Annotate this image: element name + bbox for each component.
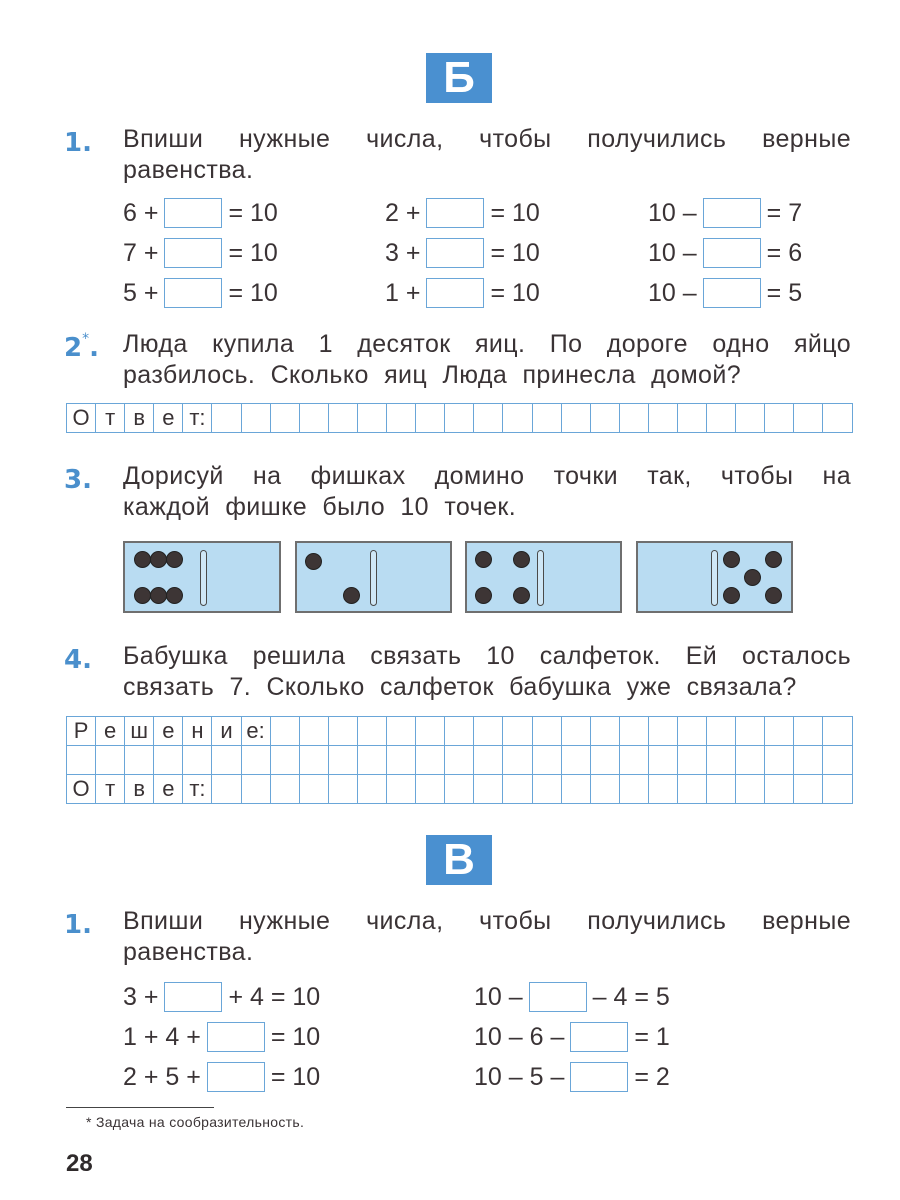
equation-left: 1 +: [385, 279, 421, 307]
task-number-b2: [64, 333, 99, 363]
grid-cell[interactable]: [358, 746, 387, 775]
grid-cell[interactable]: [620, 775, 649, 804]
grid-cell[interactable]: [300, 404, 329, 433]
grid-cell[interactable]: [329, 746, 358, 775]
grid-cell[interactable]: [416, 775, 445, 804]
grid-cell[interactable]: [591, 717, 620, 746]
grid-cell[interactable]: [533, 717, 562, 746]
answer-label-cell: в: [125, 404, 154, 433]
equation-left: 2 + 5 +: [123, 1063, 201, 1091]
domino-dot: [343, 587, 360, 604]
domino-dot: [513, 551, 530, 568]
grid-cell[interactable]: [533, 775, 562, 804]
task-number-b1: 1.: [64, 128, 92, 158]
equation-b1-2: [123, 237, 278, 269]
equation-left: 10 –: [474, 983, 523, 1011]
grid-cell[interactable]: [474, 775, 503, 804]
grid-cell[interactable]: [649, 775, 678, 804]
footnote: * Задача на сообразительность.: [86, 1114, 305, 1130]
task-number-dot: .: [89, 333, 99, 363]
equation-right: = 10: [490, 199, 540, 227]
domino-dot: [134, 551, 151, 568]
answer-box[interactable]: [164, 982, 222, 1012]
domino-dot: [723, 587, 740, 604]
equation-b1-1: [123, 197, 278, 229]
grid-cell[interactable]: [562, 404, 591, 433]
grid-cell[interactable]: [533, 746, 562, 775]
domino-dot: [150, 587, 167, 604]
answer-label-cell: т:: [183, 404, 212, 433]
grid-cell[interactable]: [474, 746, 503, 775]
answer-box[interactable]: [426, 238, 484, 268]
grid-cell[interactable]: [794, 775, 823, 804]
solution-label-cell: е: [96, 717, 125, 746]
grid-cell[interactable]: [445, 746, 474, 775]
grid-cell[interactable]: [474, 717, 503, 746]
grid-cell[interactable]: [67, 746, 96, 775]
task-number-b3: 3.: [64, 465, 92, 495]
equation-right: = 5: [766, 279, 803, 307]
answer-label-cell: О: [67, 404, 96, 433]
grid-cell[interactable]: [300, 775, 329, 804]
grid-cell[interactable]: [387, 746, 416, 775]
grid-cell[interactable]: [736, 717, 765, 746]
task-number-b4: 4.: [64, 645, 92, 675]
equation-right: = 10: [228, 239, 278, 267]
grid-cell[interactable]: [765, 746, 794, 775]
equation-left: 5 +: [123, 279, 159, 307]
equation-left: 3 +: [385, 239, 421, 267]
equation-right: = 6: [766, 239, 803, 267]
grid-cell[interactable]: [300, 746, 329, 775]
domino-dot: [475, 551, 492, 568]
grid-cell[interactable]: [678, 404, 707, 433]
grid-cell[interactable]: [678, 746, 707, 775]
answer-box[interactable]: [570, 1062, 628, 1092]
footnote-divider: [66, 1107, 214, 1108]
answer-label-cell: т: [96, 775, 125, 804]
solution-label-cell: Р: [67, 717, 96, 746]
grid-cell[interactable]: [707, 717, 736, 746]
domino-divider: [537, 550, 544, 606]
grid-cell[interactable]: [620, 746, 649, 775]
grid-cell[interactable]: [271, 746, 300, 775]
domino-divider: [711, 550, 718, 606]
solution-label-cell: е:: [242, 717, 271, 746]
equation-v1-2: [123, 1021, 320, 1053]
grid-cell[interactable]: [96, 746, 125, 775]
equation-right: = 10: [228, 199, 278, 227]
domino-dot: [744, 569, 761, 586]
task-text-b2: Люда купила 1 десяток яиц. По дороге одно яйцо разбилось. Сколько яиц Люда принесла домой?: [123, 330, 851, 389]
domino-dot: [723, 551, 740, 568]
grid-cell[interactable]: [445, 775, 474, 804]
solution-label-cell: н: [183, 717, 212, 746]
answer-box[interactable]: [703, 238, 761, 268]
grid-cell[interactable]: [387, 717, 416, 746]
equation-right: = 1: [634, 1023, 670, 1051]
grid-cell[interactable]: [765, 717, 794, 746]
grid-cell[interactable]: [736, 746, 765, 775]
answer-box[interactable]: [703, 198, 761, 228]
equation-b1-8: [648, 237, 802, 269]
domino-dot: [150, 551, 167, 568]
equation-left: 10 – 6 –: [474, 1023, 565, 1051]
grid-cell[interactable]: [620, 717, 649, 746]
equation-left: 10 –: [648, 199, 697, 227]
grid-cell[interactable]: [242, 404, 271, 433]
equation-right: – 4 = 5: [592, 983, 670, 1011]
answer-box[interactable]: [570, 1022, 628, 1052]
grid-cell[interactable]: [242, 775, 271, 804]
domino-dot: [305, 553, 322, 570]
equation-left: 1 + 4 +: [123, 1023, 201, 1051]
grid-cell[interactable]: [416, 746, 445, 775]
grid-cell[interactable]: [678, 717, 707, 746]
grid-cell[interactable]: [445, 404, 474, 433]
answer-grid-b2[interactable]: [66, 403, 853, 433]
grid-cell[interactable]: [242, 746, 271, 775]
grid-cell[interactable]: [329, 404, 358, 433]
equation-right: = 10: [270, 1023, 321, 1051]
grid-cell[interactable]: [271, 775, 300, 804]
grid-cell[interactable]: [823, 775, 852, 804]
page-number: 28: [66, 1150, 93, 1177]
answer-box[interactable]: [207, 1062, 265, 1092]
equation-v1-6: [474, 1061, 670, 1093]
equation-b1-3: [123, 277, 278, 309]
equation-right: = 2: [634, 1063, 670, 1091]
grid-cell[interactable]: [562, 746, 591, 775]
grid-cell[interactable]: [445, 717, 474, 746]
answer-box[interactable]: [703, 278, 761, 308]
grid-cell[interactable]: [503, 746, 532, 775]
grid-cell[interactable]: [591, 404, 620, 433]
grid-cell[interactable]: [212, 775, 241, 804]
grid-cell[interactable]: [707, 404, 736, 433]
equation-right: = 10: [490, 279, 540, 307]
equation-b1-6: [385, 277, 540, 309]
grid-cell[interactable]: [271, 404, 300, 433]
answer-box[interactable]: [529, 982, 587, 1012]
section-badge-b: Б: [426, 53, 492, 103]
grid-cell[interactable]: [329, 775, 358, 804]
grid-cell[interactable]: [533, 404, 562, 433]
grid-cell[interactable]: [620, 404, 649, 433]
domino-divider: [200, 550, 207, 606]
grid-cell[interactable]: [562, 717, 591, 746]
equation-b1-9: [648, 277, 802, 309]
grid-cell[interactable]: [271, 717, 300, 746]
grid-cell[interactable]: [329, 717, 358, 746]
grid-cell[interactable]: [678, 775, 707, 804]
grid-cell[interactable]: [736, 775, 765, 804]
answer-box[interactable]: [207, 1022, 265, 1052]
answer-label-cell: е: [154, 404, 183, 433]
equation-right: + 4 = 10: [228, 983, 321, 1011]
domino-tile-2[interactable]: [295, 541, 452, 613]
answer-box[interactable]: [426, 278, 484, 308]
answer-box[interactable]: [164, 278, 222, 308]
grid-cell[interactable]: [416, 404, 445, 433]
equation-b1-7: [648, 197, 802, 229]
equation-b1-5: [385, 237, 540, 269]
grid-cell[interactable]: [562, 775, 591, 804]
equation-right: = 10: [228, 279, 278, 307]
equation-left: 10 –: [648, 279, 697, 307]
grid-cell[interactable]: [387, 404, 416, 433]
grid-cell[interactable]: [503, 717, 532, 746]
domino-dot: [765, 587, 782, 604]
grid-cell[interactable]: [183, 746, 212, 775]
equation-v1-4: [474, 981, 670, 1013]
answer-box[interactable]: [164, 198, 222, 228]
task-number-v1: 1.: [64, 910, 92, 940]
grid-cell[interactable]: [794, 717, 823, 746]
domino-tile-4[interactable]: [636, 541, 793, 613]
domino-dot: [134, 587, 151, 604]
equation-left: 2 +: [385, 199, 421, 227]
grid-cell[interactable]: [765, 775, 794, 804]
grid-cell[interactable]: [358, 404, 387, 433]
equation-right: = 7: [766, 199, 803, 227]
grid-cell[interactable]: [358, 775, 387, 804]
grid-cell[interactable]: [212, 746, 241, 775]
grid-cell[interactable]: [503, 775, 532, 804]
grid-cell[interactable]: [707, 746, 736, 775]
task-number-digit: 2: [64, 333, 83, 363]
domino-dot: [166, 551, 183, 568]
grid-cell[interactable]: [387, 775, 416, 804]
equation-left: 10 – 5 –: [474, 1063, 565, 1091]
solution-grid-b4[interactable]: [66, 716, 853, 804]
grid-cell[interactable]: [416, 717, 445, 746]
answer-label-cell: О: [67, 775, 96, 804]
equation-right: = 10: [490, 239, 540, 267]
grid-cell[interactable]: [823, 717, 852, 746]
grid-cell[interactable]: [125, 746, 154, 775]
equation-v1-5: [474, 1021, 670, 1053]
equation-b1-4: [385, 197, 540, 229]
answer-box[interactable]: [164, 238, 222, 268]
grid-cell[interactable]: [212, 404, 241, 433]
solution-label-cell: и: [212, 717, 241, 746]
task-text-b3: Дорисуй на фишках домино точки так, чтобы на каждой фишке было 10 точек.: [123, 462, 851, 521]
equation-left: 6 +: [123, 199, 159, 227]
answer-label-cell: т:: [183, 775, 212, 804]
grid-cell[interactable]: [736, 404, 765, 433]
grid-cell[interactable]: [649, 746, 678, 775]
equation-right: = 10: [270, 1063, 321, 1091]
grid-cell[interactable]: [823, 404, 852, 433]
domino-dot: [513, 587, 530, 604]
solution-label-cell: ш: [125, 717, 154, 746]
grid-cell[interactable]: [591, 775, 620, 804]
section-badge-v: В: [426, 835, 492, 885]
equation-left: 3 +: [123, 983, 159, 1011]
domino-dot: [166, 587, 183, 604]
domino-divider: [370, 550, 377, 606]
grid-cell[interactable]: [794, 746, 823, 775]
answer-label-cell: в: [125, 775, 154, 804]
grid-cell[interactable]: [823, 746, 852, 775]
grid-cell[interactable]: [765, 404, 794, 433]
answer-label-cell: е: [154, 775, 183, 804]
domino-tile-3[interactable]: [465, 541, 622, 613]
domino-tile-1[interactable]: [123, 541, 281, 613]
equation-left: 7 +: [123, 239, 159, 267]
star-mark: *: [82, 331, 90, 347]
grid-cell[interactable]: [358, 717, 387, 746]
grid-cell[interactable]: [300, 717, 329, 746]
grid-cell[interactable]: [649, 404, 678, 433]
solution-label-cell: е: [154, 717, 183, 746]
domino-dot: [765, 551, 782, 568]
task-text-v1: Впиши нужные числа, чтобы получились верные равенства.: [123, 907, 851, 966]
domino-dot: [475, 587, 492, 604]
equation-v1-3: [123, 1061, 320, 1093]
grid-cell[interactable]: [794, 404, 823, 433]
answer-label-cell: т: [96, 404, 125, 433]
grid-cell[interactable]: [649, 717, 678, 746]
grid-cell[interactable]: [503, 404, 532, 433]
equation-left: 10 –: [648, 239, 697, 267]
grid-cell[interactable]: [474, 404, 503, 433]
task-text-b1: Впиши нужные числа, чтобы получились верные равенства.: [123, 125, 851, 184]
task-text-b4: Бабушка решила связать 10 салфеток. Ей осталось связать 7. Сколько салфеток бабушка уже связала?: [123, 642, 851, 701]
grid-cell[interactable]: [591, 746, 620, 775]
answer-box[interactable]: [426, 198, 484, 228]
equation-v1-1: [123, 981, 320, 1013]
grid-cell[interactable]: [154, 746, 183, 775]
grid-cell[interactable]: [707, 775, 736, 804]
